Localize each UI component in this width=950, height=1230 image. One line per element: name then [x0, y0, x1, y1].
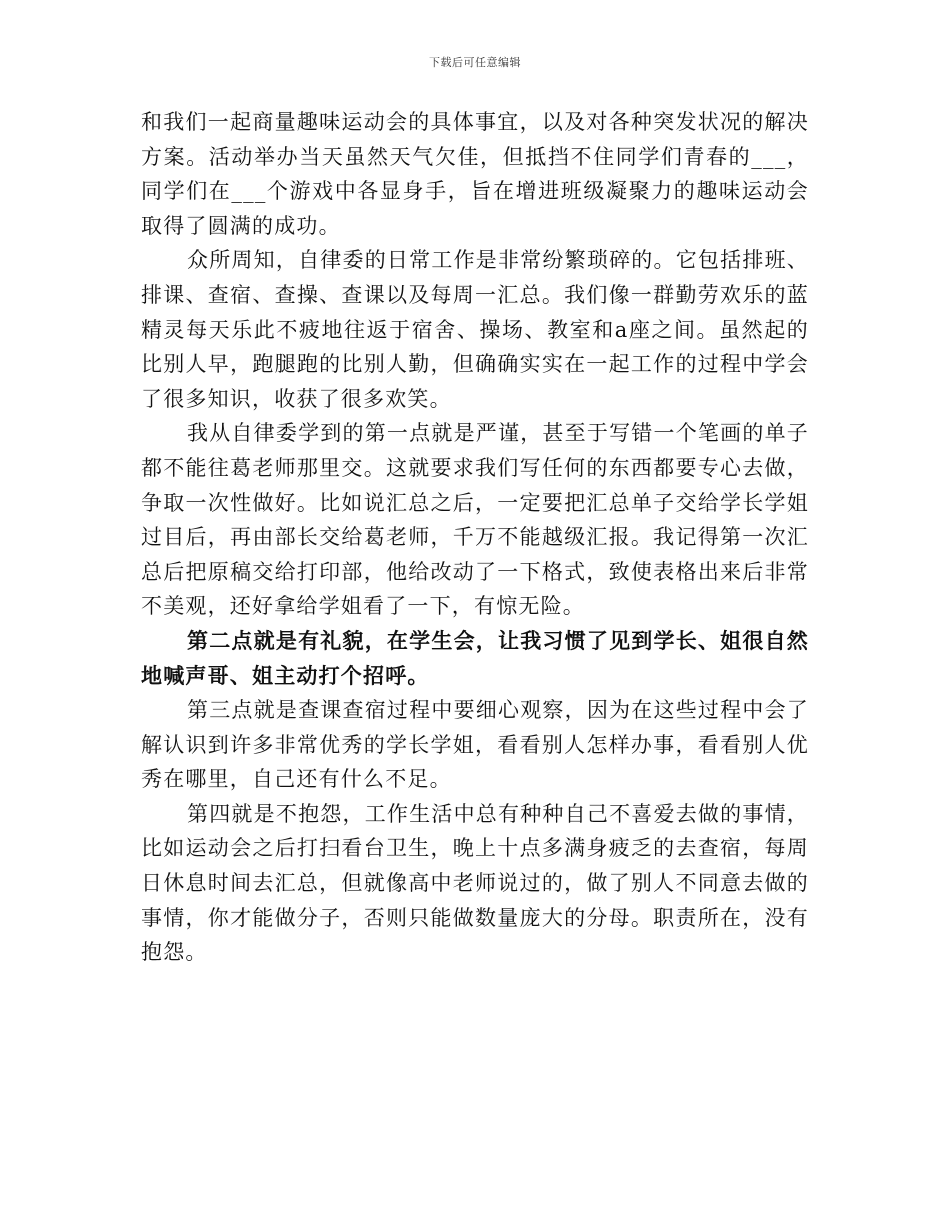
paragraph-5: 第三点就是查课查宿过程中要细心观察，因为在这些过程中会了解认识到许多非常优秀的学长学姐，看看别人怎样办事，看看别人优秀在哪里，自己还有什么不足。 — [141, 698, 809, 792]
paragraph-4-bold: 第二点就是有礼貌，在学生会，让我习惯了见到学长、姐很自然地喊声哥、姐主动打个招呼。 — [141, 627, 809, 688]
paragraph-3: 我从自律委学到的第一点就是严谨，甚至于写错一个笔画的单子都不能往葛老师那里交。这就要求我们写任何的东西都要专心去做，争取一次性做好。比如说汇总之后，一定要把汇总单子交给学长学姐过目后，再由部长交给葛老师，千万不能越级汇报。我记得第一次汇总后把原稿交给打印部，他给改动了一下格式，致使表格出来后非常不美观，还好拿给学姐看了一下，有惊无险。 — [141, 421, 809, 619]
paragraph-2: 众所周知，自律委的日常工作是非常纷繁琐碎的。它包括排班、排课、查宿、查操、查课以及每周一汇总。我们像一群勤劳欢乐的蓝精灵每天乐此不疲地往返于宿舍、操场、教室和a座之间。虽然起的比别人早，跑腿跑的比别人勤，但确确实实在一起工作的过程中学会了很多知识，收获了很多欢笑。 — [141, 248, 809, 411]
document-body — [141, 105, 809, 970]
page-header: 下载后可任意编辑 — [429, 56, 521, 69]
paragraph-6: 第四就是不抱怨，工作生活中总有种种自己不喜爱去做的事情，比如运动会之后打扫看台卫生，晚上十点多满身疲乏的去查宿，每周日休息时间去汇总，但就像高中老师说过的，做了别人不同意去做的事情，你才能做分子，否则只能做数量庞大的分母。职责所在，没有抱怨。 — [141, 801, 809, 965]
paragraph-1: 和我们一起商量趣味运动会的具体事宜，以及对各种突发状况的解决方案。活动举办当天虽然天气欠佳，但抵挡不住同学们青春的___，同学们在___个游戏中各显身手，旨在增进班级凝聚力的趣味运动会取得了圆满的成功。 — [141, 110, 809, 238]
